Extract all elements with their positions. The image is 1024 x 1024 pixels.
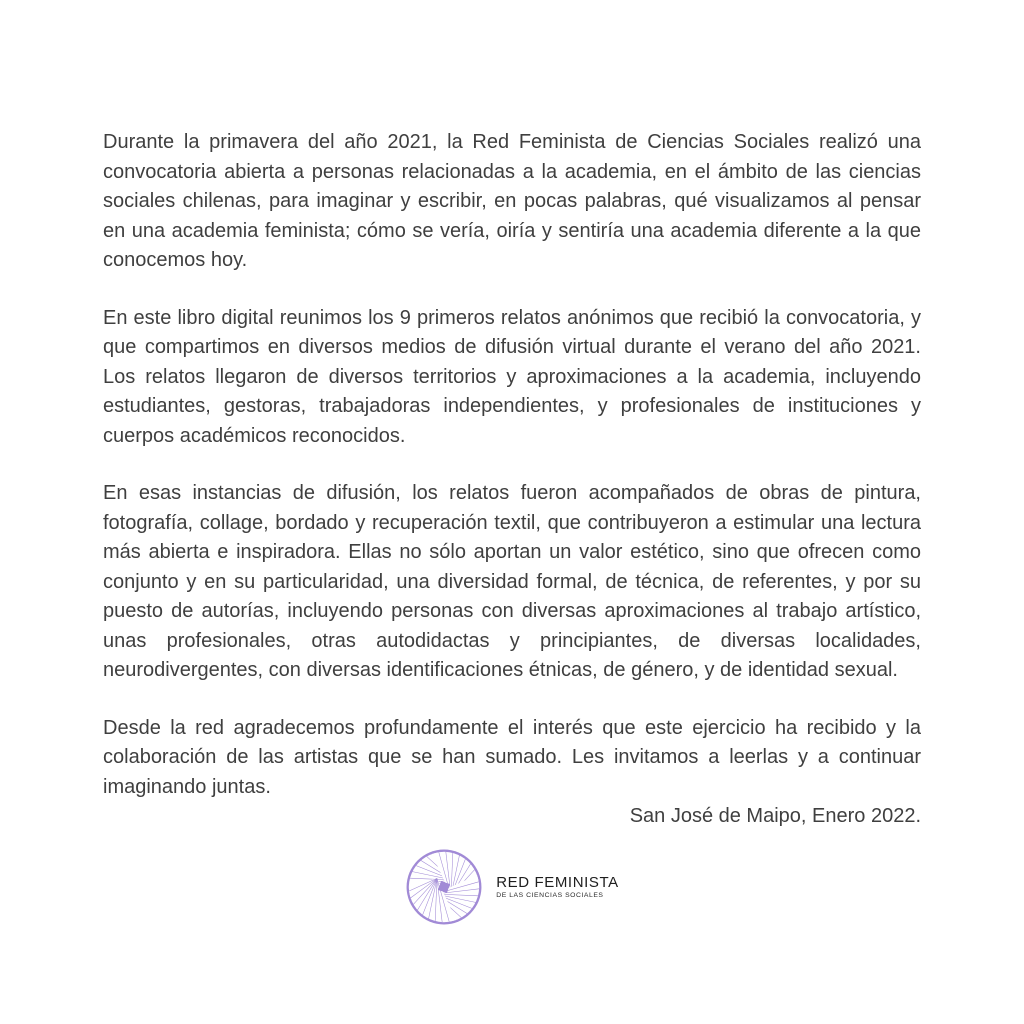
paragraph-2: En este libro digital reunimos los 9 primeros relatos anónimos que recibió la convocatoria, y que compartimos en diversos medios de difusión virtual durante el verano del año 2021. Los relatos llegaron de diversos territorios y aproximaciones a la academia, incluyendo estudiantes, gestoras, trabajadoras independientes, y profesionales de instituciones y cuerpos académicos reconocidos. xyxy=(103,306,921,447)
paragraph-1: Durante la primavera del año 2021, la Red Feminista de Ciencias Sociales realizó una convocatoria abierta a personas relacionadas a la academia, en el ámbito de las ciencias sociales chilenas, para imaginar y escribir, en pocas palabras, qué visualizamos al pensar en una academia feminista; cómo se vería, oiría y sentiría una academia diferente a la que conocemos hoy. xyxy=(103,131,921,271)
paragraph-3: En esas instancias de difusión, los relatos fueron acompañados de obras de pintura, fotografía, collage, bordado y recuperación textil, que contribuyeron a estimular una lectura más abierta e inspiradora. Ellas no sólo aportan un valor estético, sino que ofrecen como conjunto y en su particularidad, una diversidad formal, de técnica, de referentes, y por su puesto de autorías, incluyendo personas con diversas aproximaciones al trabajo artístico, unas profesionales, otras autodidactas y principiantes, de diversas localidades, neurodivergentes, con diversas identificaciones étnicas, de género, y de identidad sexual. xyxy=(103,482,921,681)
logo-name: RED FEMINISTA xyxy=(496,873,619,891)
page-content xyxy=(103,128,921,926)
paragraph-4: Desde la red agradecemos profundamente el interés que este ejercicio ha recibido y la colaboración de las artistas que se han sumado. Les invitamos a leerlas y a continuar imaginando juntas. xyxy=(103,716,921,798)
aperture-flower-icon xyxy=(405,848,483,926)
logo-wordmark xyxy=(496,874,619,900)
logo xyxy=(103,848,921,926)
dateline: San José de Maipo, Enero 2022. xyxy=(629,805,921,827)
logo-subtitle: DE LAS CIENCIAS SOCIALES xyxy=(496,891,604,899)
